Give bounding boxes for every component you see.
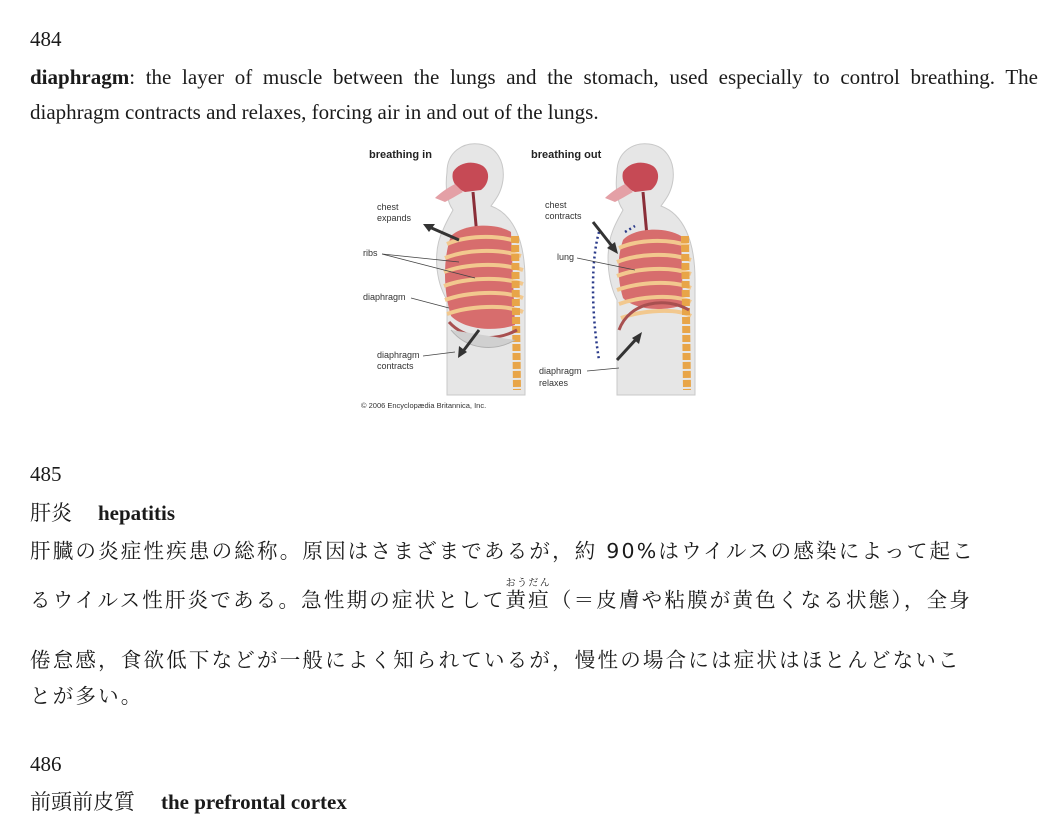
label-diaphragm-contracts: diaphragm: [377, 350, 420, 360]
body-breathing-out: [593, 144, 695, 395]
entry-heading: [30, 786, 347, 816]
entry-number: 486: [30, 752, 62, 776]
label-chest-expands: chest: [377, 202, 399, 212]
figure-copyright: © 2006 Encyclopædia Britannica, Inc.: [361, 401, 487, 410]
label-breathing-out: breathing out: [531, 149, 602, 161]
label-chest-contracts-2: contracts: [545, 211, 582, 221]
label-chest-contracts: chest: [545, 200, 567, 210]
label-breathing-in: breathing in: [369, 149, 432, 161]
definition-text: : the layer of muscle between the lungs and the stomach, used especially to control breathing. The diaphragm contracts and relaxes, forcing air in and out of the lungs.: [30, 65, 1038, 124]
body-text: るウイルス性肝炎である。急性期の症状として: [30, 588, 506, 612]
body-line: とが多い。: [30, 684, 144, 708]
ruby-base: 黄疸: [505, 588, 551, 612]
body-text: （＝皮膚や粘膜が黄色くなる状態），全身: [550, 588, 972, 612]
label-diaphragm-contracts-2: contracts: [377, 361, 414, 371]
entry-number: 485: [30, 462, 62, 486]
label-ribs: ribs: [363, 248, 378, 258]
diaphragm-breathing-figure: [355, 140, 700, 415]
body-line: 肝臓の炎症性疾患の総称。原因はさまざまであるが，約 90%はウイルスの感染によって起こ: [30, 539, 975, 563]
ruby-term: [505, 578, 551, 612]
term-jp: 肝炎: [30, 501, 72, 525]
term-en: the prefrontal cortex: [161, 790, 347, 814]
label-chest-expands-2: expands: [377, 213, 412, 223]
label-diaphragm: diaphragm: [363, 292, 406, 302]
term-jp: 前頭前皮質: [30, 790, 135, 814]
entry-number: 484: [30, 27, 62, 51]
term-en: hepatitis: [98, 501, 176, 525]
label-diaphragm-relaxes: diaphragm: [539, 366, 582, 376]
entry-heading: [30, 497, 175, 527]
ruby-reading: おうだん: [505, 578, 551, 589]
body-line: 倦怠感，食欲低下などが一般によく知られているが，慢性の場合には症状はほとんどないこ: [30, 648, 961, 672]
entry-definition: [30, 60, 1038, 130]
body-line: [30, 578, 972, 613]
label-diaphragm-relaxes-2: relaxes: [539, 378, 569, 388]
label-lung: lung: [557, 252, 575, 262]
body-breathing-in: [435, 144, 525, 395]
entry-term: diaphragm: [30, 65, 130, 89]
